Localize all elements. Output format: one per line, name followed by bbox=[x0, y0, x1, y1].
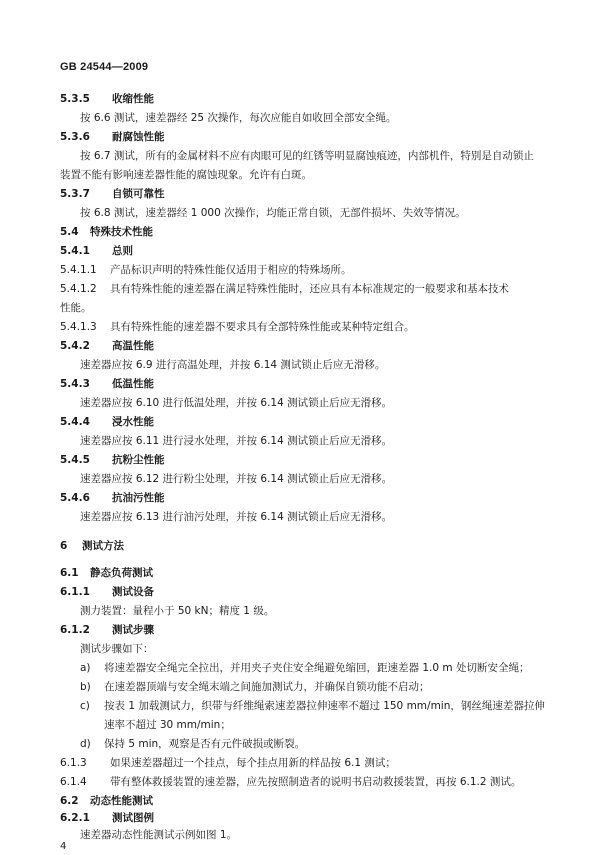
paragraph-continuation: 性能。 bbox=[60, 302, 92, 314]
paragraph: 速差器应按 6.11 进行浸水处理，并按 6.14 测试锁止后应无滑移。 bbox=[80, 435, 393, 447]
clause-5-4-1 bbox=[60, 244, 552, 258]
list-text: 按表 1 加载测试力，织带与纤维绳索速差器拉伸速率不超过 150 mm/min，钢丝绳速差器拉伸 bbox=[104, 700, 545, 712]
clause-number: 6.1 bbox=[60, 567, 79, 579]
clause-number: 5.4.1 bbox=[60, 245, 90, 257]
section-6 bbox=[60, 539, 552, 553]
paragraph: 速差器应按 6.12 进行粉尘处理，并按 6.14 测试锁止后应无滑移。 bbox=[80, 473, 393, 485]
clause-text: 具有特殊性能的速差器不要求具有全部特殊性能或某种特定组合。 bbox=[110, 321, 415, 333]
list-marker: d) bbox=[80, 738, 91, 750]
clause-title: 抗油污性能 bbox=[112, 492, 165, 504]
clause-number: 5.4.6 bbox=[60, 492, 90, 504]
clause-5-4-1-1 bbox=[60, 263, 552, 277]
paragraph: 速差器应按 6.13 进行油污处理，并按 6.14 测试锁止后应无滑移。 bbox=[80, 511, 393, 523]
clause-title: 收缩性能 bbox=[112, 93, 154, 105]
paragraph: 按 6.6 测试，速差器经 25 次操作，每次应能自如收回全部安全绳。 bbox=[80, 112, 397, 124]
clause-number: 5.4.2 bbox=[60, 340, 90, 352]
clause-6-1-4 bbox=[60, 775, 552, 789]
clause-number: 5.3.5 bbox=[60, 93, 90, 105]
clause-title: 高温性能 bbox=[112, 340, 154, 352]
paragraph: 速差器应按 6.10 进行低温处理，并按 6.14 测试锁止后应无滑移。 bbox=[80, 397, 393, 409]
clause-number: 5.4.1.3 bbox=[60, 321, 97, 333]
clause-title: 总则 bbox=[112, 245, 133, 257]
clause-number: 6.1.4 bbox=[60, 776, 87, 788]
paragraph: 速差器应按 6.9 进行高温处理，并按 6.14 测试锁止后应无滑移。 bbox=[80, 359, 386, 371]
list-text: 将速差器安全绳完全拉出，并用夹子夹住安全绳避免缩回，距速差器 1.0 m 处切断安全绳； bbox=[104, 662, 530, 674]
list-item-c bbox=[60, 699, 552, 713]
clause-6-2-1 bbox=[60, 811, 552, 825]
clause-5-4-1-3 bbox=[60, 320, 552, 334]
paragraph: 按 6.8 测试，速差器经 1 000 次操作，均能正常自锁，无部件损坏、失效等情况。 bbox=[80, 207, 466, 219]
clause-title: 特殊技术性能 bbox=[90, 226, 153, 238]
clause-5-3-7 bbox=[60, 187, 552, 201]
clause-text: 产品标识声明的特殊性能仅适用于相应的特殊场所。 bbox=[110, 264, 352, 276]
clause-number: 5.4.4 bbox=[60, 416, 90, 428]
clause-title: 静态负荷测试 bbox=[90, 567, 153, 579]
clause-text: 如果速差器超过一个挂点，每个挂点用新的样品按 6.1 测试； bbox=[110, 757, 396, 769]
standard-number: GB 24544—2009 bbox=[60, 61, 149, 73]
list-marker: c) bbox=[80, 700, 90, 712]
list-text: 在速差器顶端与安全绳末端之间施加测试力，并确保自锁功能不启动； bbox=[104, 681, 430, 693]
clause-number: 5.4.1.1 bbox=[60, 264, 97, 276]
clause-6-2 bbox=[60, 794, 552, 808]
list-text: 保持 5 min，观察是否有元件破损或断裂。 bbox=[104, 738, 306, 750]
clause-text: 带有整体救援装置的速差器，应先按照制造者的说明书启动救援装置，再按 6.1.2 测试。 bbox=[110, 776, 522, 788]
clause-5-4-6 bbox=[60, 491, 552, 505]
clause-number: 5.4.5 bbox=[60, 454, 90, 466]
section-title: 测试方法 bbox=[82, 540, 124, 552]
paragraph: 测力装置：量程小于 50 kN；精度 1 级。 bbox=[80, 605, 275, 617]
clause-5-4-1-2 bbox=[60, 282, 552, 296]
list-item-a bbox=[60, 661, 552, 675]
list-marker: a) bbox=[80, 662, 91, 674]
clause-number: 6.1.2 bbox=[60, 624, 90, 636]
clause-number: 6.2 bbox=[60, 795, 79, 807]
clause-number: 6.2.1 bbox=[60, 812, 90, 824]
paragraph: 速差器动态性能测试示例如图 1。 bbox=[80, 829, 238, 841]
clause-5-3-5 bbox=[60, 92, 552, 106]
clause-text: 具有特殊性能的速差器在满足特殊性能时，还应具有本标准规定的一般要求和基本技术 bbox=[110, 283, 509, 295]
clause-title: 测试图例 bbox=[112, 812, 154, 824]
clause-5-4-4 bbox=[60, 415, 552, 429]
clause-number: 5.4.1.2 bbox=[60, 283, 97, 295]
clause-number: 5.3.6 bbox=[60, 131, 90, 143]
clause-5-4-5 bbox=[60, 453, 552, 467]
clause-5-4-2 bbox=[60, 339, 552, 353]
clause-title: 测试设备 bbox=[112, 586, 154, 598]
section-number: 6 bbox=[60, 540, 68, 552]
list-item-b bbox=[60, 680, 552, 694]
clause-title: 浸水性能 bbox=[112, 416, 154, 428]
clause-title: 耐腐蚀性能 bbox=[112, 131, 165, 143]
clause-number: 5.4 bbox=[60, 226, 79, 238]
clause-6-1-2 bbox=[60, 623, 552, 637]
paragraph: 按 6.7 测试，所有的金属材料不应有肉眼可见的红锈等明显腐蚀痕迹，内部机件，特别是自动锁止 bbox=[80, 150, 534, 162]
clause-number: 5.3.7 bbox=[60, 188, 90, 200]
list-item-d bbox=[60, 737, 552, 751]
clause-number: 6.1.1 bbox=[60, 586, 90, 598]
clause-title: 低温性能 bbox=[112, 378, 154, 390]
clause-5-3-6 bbox=[60, 130, 552, 144]
list-marker: b) bbox=[80, 681, 91, 693]
list-item-continuation: 速率不超过 30 mm/min； bbox=[104, 719, 231, 731]
clause-6-1 bbox=[60, 566, 552, 580]
clause-6-1-3 bbox=[60, 756, 552, 770]
clause-title: 测试步骤 bbox=[112, 624, 154, 636]
clause-title: 自锁可靠性 bbox=[112, 188, 165, 200]
paragraph: 测试步骤如下： bbox=[80, 643, 154, 655]
clause-number: 6.1.3 bbox=[60, 757, 87, 769]
clause-number: 5.4.3 bbox=[60, 378, 90, 390]
paragraph-continuation: 装置不能有影响速差器性能的腐蚀现象。允许有白斑。 bbox=[60, 169, 312, 181]
clause-title: 抗粉尘性能 bbox=[112, 454, 165, 466]
clause-5-4-3 bbox=[60, 377, 552, 391]
clause-6-1-1 bbox=[60, 585, 552, 599]
clause-title: 动态性能测试 bbox=[90, 795, 153, 807]
clause-5-4 bbox=[60, 225, 552, 239]
page-number: 4 bbox=[60, 841, 67, 852]
